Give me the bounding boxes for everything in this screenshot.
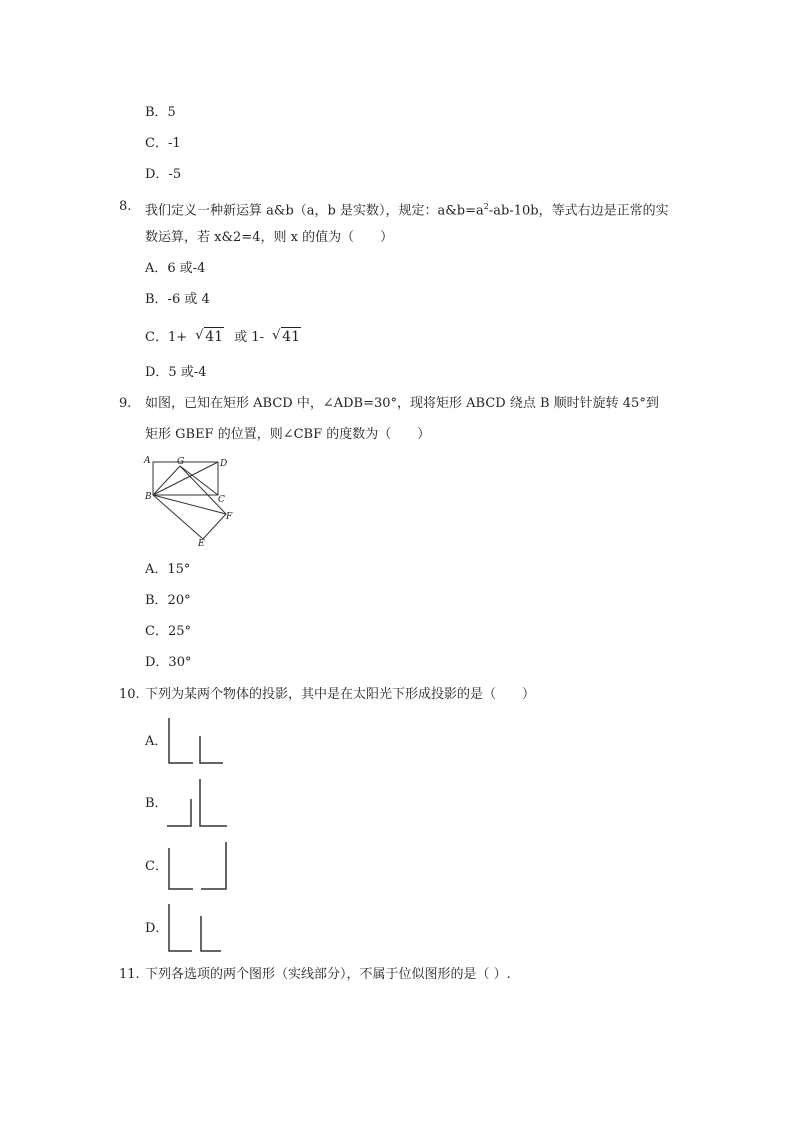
- label-a: A: [144, 456, 151, 466]
- q8-number: 8.: [119, 199, 132, 214]
- q10-option-a-label: A．: [145, 734, 168, 749]
- q11-stem: 下列各选项的两个图形（实线部分），不属于位似图形的是（ ）.: [145, 967, 511, 982]
- q10-option-d-figure: [165, 902, 227, 954]
- label-f: F: [226, 512, 233, 522]
- q8-stem-line2: 数运算，若 x&2=4，则 x 的值为（ ）: [145, 230, 394, 245]
- q8-stem-line1: [145, 198, 669, 220]
- q8-option-b: B．-6 或 4: [145, 292, 210, 307]
- sqrt-icon: √ 41: [272, 328, 300, 345]
- q10-option-d-label: D．: [145, 921, 169, 936]
- q9-option-d: D．30°: [145, 655, 192, 670]
- q9-stem-line1: 如图，已知在矩形 ABCD 中，∠ADB=30°，现将矩形 ABCD 绕点 B 顺时针旋转 45°到: [145, 396, 659, 411]
- q9-option-c: C．25°: [145, 624, 191, 639]
- q9-stem-line2: 矩形 GBEF 的位置，则∠CBF 的度数为（ ）: [145, 427, 431, 442]
- q10-stem: 下列为某两个物体的投影，其中是在太阳光下形成投影的是（ ）: [145, 687, 536, 702]
- q8-option-d: D．5 或-4: [145, 365, 207, 380]
- label-g: G: [177, 457, 185, 467]
- q8-option-c: [145, 327, 301, 347]
- q9-rectangle-rotation-figure: [140, 452, 240, 548]
- q8-option-c-prefix: C．1+: [145, 330, 188, 345]
- label-b: B: [145, 492, 152, 502]
- sqrt-icon: √ 41: [195, 328, 224, 345]
- q8-option-a: A．6 或-4: [145, 261, 206, 276]
- label-d: D: [220, 459, 228, 469]
- q7-option-d: D．-5: [145, 167, 182, 182]
- q11-number: 11.: [119, 967, 140, 982]
- q10-option-b-label: B．: [145, 796, 168, 811]
- label-e: E: [198, 539, 205, 549]
- label-c: C: [218, 495, 225, 505]
- diagonal-bd: [153, 462, 218, 495]
- q9-option-b: B．20°: [145, 593, 191, 608]
- q8-stem-line1-b: -ab-10b，等式右边是正常的实: [488, 203, 669, 219]
- q8-stem-line1-a: 我们定义一种新运算 a&b（a，b 是实数），规定：a&b=a: [145, 203, 484, 219]
- q10-number: 10.: [119, 687, 140, 702]
- q7-option-c: C．-1: [145, 136, 181, 151]
- q8-option-c-radicand-1: 41: [205, 329, 224, 345]
- line-gc: [180, 466, 218, 495]
- q9-option-a: A．15°: [145, 562, 191, 577]
- q7-option-b: B．5: [145, 105, 176, 120]
- q8-stem-superscript: 2: [483, 202, 489, 211]
- q10-option-c-figure: [165, 840, 230, 892]
- q8-option-c-radicand-2: 41: [282, 329, 300, 345]
- q8-option-c-middle: 或 1-: [234, 330, 265, 345]
- q10-option-a-figure: [165, 716, 227, 766]
- q10-option-c-label: C．: [145, 859, 168, 874]
- q9-number: 9.: [119, 396, 132, 411]
- q10-option-b-figure: [165, 777, 230, 829]
